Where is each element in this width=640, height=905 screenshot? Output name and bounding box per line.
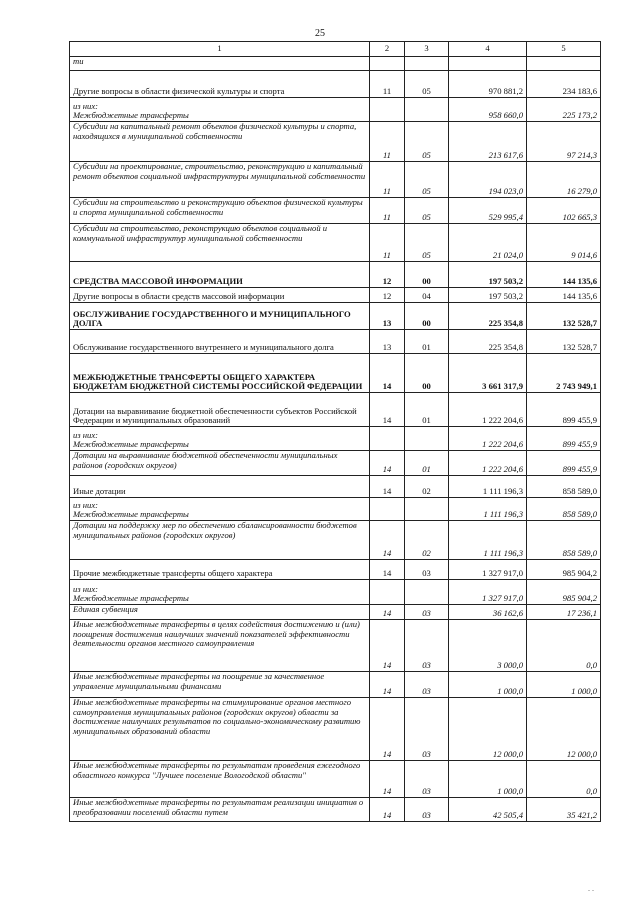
row-name: Межбюджетные трансферты xyxy=(73,509,189,520)
subsection-code: 01 xyxy=(405,393,449,427)
row-name: Иные дотации xyxy=(73,486,126,497)
subitem-label: из них: xyxy=(73,100,99,111)
row-name: Субсидии на строительство и реконструкцию объектов физической культуры и спорта муниципальной собственности xyxy=(73,197,363,217)
subsection-code: 05 xyxy=(405,71,449,98)
section-code: 14 xyxy=(370,761,405,798)
amount-planned: 3 661 317,9 xyxy=(449,354,527,393)
table-row xyxy=(70,605,601,620)
amount-planned: 197 503,2 xyxy=(449,262,527,288)
table-row xyxy=(70,57,601,71)
table-row xyxy=(70,262,601,288)
section-code: 11 xyxy=(370,198,405,224)
row-name: МЕЖБЮДЖЕТНЫЕ ТРАНСФЕРТЫ ОБЩЕГО ХАРАКТЕРА БЮДЖЕТАМ БЮДЖЕТНОЙ СИСТЕМЫ РОССИЙСКОЙ ФЕДЕРАЦИИ xyxy=(73,371,363,392)
amount-executed: 132 528,7 xyxy=(527,303,601,330)
amount-executed: 0,0 xyxy=(527,761,601,798)
section-code: 11 xyxy=(370,224,405,262)
subsection-code: 05 xyxy=(405,198,449,224)
section-code: 13 xyxy=(370,303,405,330)
amount-executed: 144 135,6 xyxy=(527,262,601,288)
amount-planned: 529 995,4 xyxy=(449,198,527,224)
amount-planned: 1 222 204,6 xyxy=(449,427,527,451)
row-name-cell xyxy=(70,122,370,162)
amount-executed: 9 014,6 xyxy=(527,224,601,262)
amount-executed: 858 589,0 xyxy=(527,498,601,521)
amount-executed xyxy=(527,57,601,71)
row-name-cell xyxy=(70,262,370,288)
row-name: Дотации на выравнивание бюджетной обеспеченности субъектов Российской Федерации и муниципальных образований xyxy=(73,405,357,426)
table-header-row xyxy=(70,42,601,57)
row-name-cell xyxy=(70,224,370,262)
subsection-code: 03 xyxy=(405,698,449,761)
amount-executed: 12 000,0 xyxy=(527,698,601,761)
subsection-code: 05 xyxy=(405,162,449,198)
table-row xyxy=(70,98,601,122)
amount-executed: 0,0 xyxy=(527,620,601,672)
amount-executed: 899 455,9 xyxy=(527,451,601,476)
row-name-cell xyxy=(70,521,370,560)
amount-planned: 3 000,0 xyxy=(449,620,527,672)
section-code: 11 xyxy=(370,162,405,198)
section-code: 11 xyxy=(370,71,405,98)
row-name: Единая субвенция xyxy=(73,604,138,614)
subsection-code xyxy=(405,427,449,451)
amount-executed: 225 173,2 xyxy=(527,98,601,122)
subsection-code xyxy=(405,57,449,71)
subsection-code xyxy=(405,580,449,605)
section-code xyxy=(370,98,405,122)
table-row xyxy=(70,427,601,451)
table-row xyxy=(70,798,601,822)
header-col-1: 1 xyxy=(70,42,370,57)
section-code: 14 xyxy=(370,521,405,560)
amount-planned: 12 000,0 xyxy=(449,698,527,761)
subsection-code: 01 xyxy=(405,330,449,354)
section-code xyxy=(370,498,405,521)
section-code xyxy=(370,57,405,71)
table-row xyxy=(70,71,601,98)
table-row xyxy=(70,330,601,354)
row-name-cell xyxy=(70,620,370,672)
table-row xyxy=(70,498,601,521)
subsection-code: 04 xyxy=(405,288,449,303)
row-name-cell xyxy=(70,330,370,354)
amount-executed: 858 589,0 xyxy=(527,476,601,498)
subitem-label: из них: xyxy=(73,429,99,440)
section-code xyxy=(370,427,405,451)
amount-planned: 1 327 917,0 xyxy=(449,560,527,580)
subsection-code: 05 xyxy=(405,224,449,262)
row-name-cell xyxy=(70,303,370,330)
table-row xyxy=(70,521,601,560)
table-row xyxy=(70,698,601,761)
section-code: 12 xyxy=(370,288,405,303)
row-name-cell xyxy=(70,354,370,393)
amount-planned: 194 023,0 xyxy=(449,162,527,198)
amount-planned: 1 111 196,3 xyxy=(449,476,527,498)
table-row xyxy=(70,288,601,303)
row-name-cell xyxy=(70,498,370,521)
row-name-cell xyxy=(70,560,370,580)
row-name: Субсидии на строительство, реконструкцию объектов социальной и коммунальной инфраструктур муниципальной собственности xyxy=(73,223,328,243)
amount-executed: 132 528,7 xyxy=(527,330,601,354)
row-name-cell xyxy=(70,393,370,427)
subsection-code: 03 xyxy=(405,798,449,822)
budget-table xyxy=(69,41,601,822)
table-row xyxy=(70,672,601,698)
amount-planned: 1 327 917,0 xyxy=(449,580,527,605)
amount-planned: 225 354,8 xyxy=(449,303,527,330)
row-name: Иные межбюджетные трансферты по результатам проведения ежегодного областного конкурса "Лучшее поселение Вологодской области" xyxy=(73,760,361,780)
row-name-cell xyxy=(70,761,370,798)
row-name-cell xyxy=(70,672,370,698)
row-name-cell xyxy=(70,605,370,620)
row-name: ти xyxy=(73,56,84,66)
row-name-cell xyxy=(70,476,370,498)
row-name: Дотации на выравнивание бюджетной обеспеченности муниципальных районов (городских округов) xyxy=(73,450,338,470)
amount-planned: 970 881,2 xyxy=(449,71,527,98)
subsection-code: 03 xyxy=(405,605,449,620)
amount-planned: 1 222 204,6 xyxy=(449,393,527,427)
amount-executed: 144 135,6 xyxy=(527,288,601,303)
section-code: 13 xyxy=(370,330,405,354)
table-row xyxy=(70,620,601,672)
header-col-2: 2 xyxy=(370,42,405,57)
amount-planned: 1 000,0 xyxy=(449,672,527,698)
subitem-label: из них: xyxy=(73,583,99,594)
subsection-code: 02 xyxy=(405,521,449,560)
subsection-code: 00 xyxy=(405,303,449,330)
header-col-5: 5 xyxy=(527,42,601,57)
section-code xyxy=(370,580,405,605)
amount-executed: 17 236,1 xyxy=(527,605,601,620)
subsection-code: 05 xyxy=(405,122,449,162)
table-row xyxy=(70,224,601,262)
subsection-code: 00 xyxy=(405,354,449,393)
amount-executed: 858 589,0 xyxy=(527,521,601,560)
row-name-cell xyxy=(70,288,370,303)
section-code: 14 xyxy=(370,698,405,761)
row-name-cell xyxy=(70,198,370,224)
subsection-code: 03 xyxy=(405,761,449,798)
row-name: Другие вопросы в области средств массовой информации xyxy=(73,291,285,302)
subitem-label: из них: xyxy=(73,499,99,510)
section-code: 14 xyxy=(370,560,405,580)
section-code: 12 xyxy=(370,262,405,288)
row-name: Другие вопросы в области физической культуры и спорта xyxy=(73,86,285,97)
row-name-cell xyxy=(70,71,370,98)
amount-planned: 225 354,8 xyxy=(449,330,527,354)
amount-planned: 197 503,2 xyxy=(449,288,527,303)
amount-executed: 1 000,0 xyxy=(527,672,601,698)
subsection-code: 03 xyxy=(405,560,449,580)
amount-planned: 1 222 204,6 xyxy=(449,451,527,476)
row-name-cell xyxy=(70,98,370,122)
amount-planned: 958 660,0 xyxy=(449,98,527,122)
row-name-cell xyxy=(70,162,370,198)
table-row xyxy=(70,162,601,198)
table-row xyxy=(70,451,601,476)
row-name: ОБСЛУЖИВАНИЕ ГОСУДАРСТВЕННОГО И МУНИЦИПАЛЬНОГО ДОЛГА xyxy=(73,308,351,329)
row-name: Иные межбюджетные трансферты по результатам реализации инициатив о преобразовании поселений области путем xyxy=(73,797,364,817)
row-name: Межбюджетные трансферты xyxy=(73,110,189,121)
row-name: Дотации на поддержку мер по обеспечению сбалансированности бюджетов муниципальных районов (городских округов) xyxy=(73,520,357,540)
amount-executed: 102 665,3 xyxy=(527,198,601,224)
row-name: Обслуживание государственного внутреннего и муниципального долга xyxy=(73,342,334,353)
table-row xyxy=(70,393,601,427)
amount-planned xyxy=(449,57,527,71)
header-col-4: 4 xyxy=(449,42,527,57)
subsection-code xyxy=(405,498,449,521)
table-row xyxy=(70,476,601,498)
section-code: 14 xyxy=(370,476,405,498)
section-code: 14 xyxy=(370,393,405,427)
subsection-code: 01 xyxy=(405,451,449,476)
table-row xyxy=(70,303,601,330)
section-code: 11 xyxy=(370,122,405,162)
amount-executed: 16 279,0 xyxy=(527,162,601,198)
amount-executed: 899 455,9 xyxy=(527,427,601,451)
row-name: Иные межбюджетные трансферты в целях содействия достижению и (или) поощрения достижения наилучших значений показателей эффективности деятельности органов местного самоуправления xyxy=(73,619,360,649)
amount-planned: 42 505,4 xyxy=(449,798,527,822)
amount-executed: 234 183,6 xyxy=(527,71,601,98)
amount-executed: 985 904,2 xyxy=(527,580,601,605)
row-name: Субсидии на проектирование, строительство, реконструкцию и капитальный ремонт объектов социальной инфраструктуры муниципальной собственности xyxy=(73,161,366,181)
subsection-code: 00 xyxy=(405,262,449,288)
row-name: Межбюджетные трансферты xyxy=(73,439,189,450)
amount-executed: 35 421,2 xyxy=(527,798,601,822)
page-number: 25 xyxy=(315,28,325,39)
subsection-code: 03 xyxy=(405,620,449,672)
table-row xyxy=(70,761,601,798)
row-name: Иные межбюджетные трансферты на стимулирование органов местного самоуправления муниципальных районов (городских округов) области за достижение наилучших результатов по социально-экономическому развитию муниципальных образований области xyxy=(73,697,361,736)
section-code: 14 xyxy=(370,620,405,672)
header-col-3: 3 xyxy=(405,42,449,57)
row-name: СРЕДСТВА МАССОВОЙ ИНФОРМАЦИИ xyxy=(73,276,243,287)
subsection-code: 03 xyxy=(405,672,449,698)
amount-executed: 985 904,2 xyxy=(527,560,601,580)
amount-planned: 1 000,0 xyxy=(449,761,527,798)
section-code: 14 xyxy=(370,354,405,393)
amount-executed: 2 743 949,1 xyxy=(527,354,601,393)
scan-mark: . . xyxy=(588,884,594,893)
row-name: Прочие межбюджетные трансферты общего характера xyxy=(73,568,273,579)
row-name: Иные межбюджетные трансферты на поощрение за качественное управление муниципальными финансами xyxy=(73,671,325,691)
section-code: 14 xyxy=(370,451,405,476)
subsection-code xyxy=(405,98,449,122)
row-name-cell xyxy=(70,451,370,476)
table-row xyxy=(70,560,601,580)
section-code: 14 xyxy=(370,672,405,698)
row-name-cell xyxy=(70,798,370,822)
row-name-cell xyxy=(70,698,370,761)
amount-planned: 213 617,6 xyxy=(449,122,527,162)
amount-planned: 1 111 196,3 xyxy=(449,498,527,521)
row-name-cell xyxy=(70,427,370,451)
section-code: 14 xyxy=(370,605,405,620)
amount-executed: 899 455,9 xyxy=(527,393,601,427)
table-row xyxy=(70,580,601,605)
section-code: 14 xyxy=(370,798,405,822)
row-name: Межбюджетные трансферты xyxy=(73,593,189,604)
subsection-code: 02 xyxy=(405,476,449,498)
amount-planned: 1 111 196,3 xyxy=(449,521,527,560)
table-row xyxy=(70,122,601,162)
table-row xyxy=(70,198,601,224)
amount-planned: 36 162,6 xyxy=(449,605,527,620)
amount-executed: 97 214,3 xyxy=(527,122,601,162)
row-name-cell xyxy=(70,57,370,71)
row-name-cell xyxy=(70,580,370,605)
amount-planned: 21 024,0 xyxy=(449,224,527,262)
row-name: Субсидии на капитальный ремонт объектов физической культуры и спорта, находящихся в муниципальной собственности xyxy=(73,121,357,141)
table-row xyxy=(70,354,601,393)
